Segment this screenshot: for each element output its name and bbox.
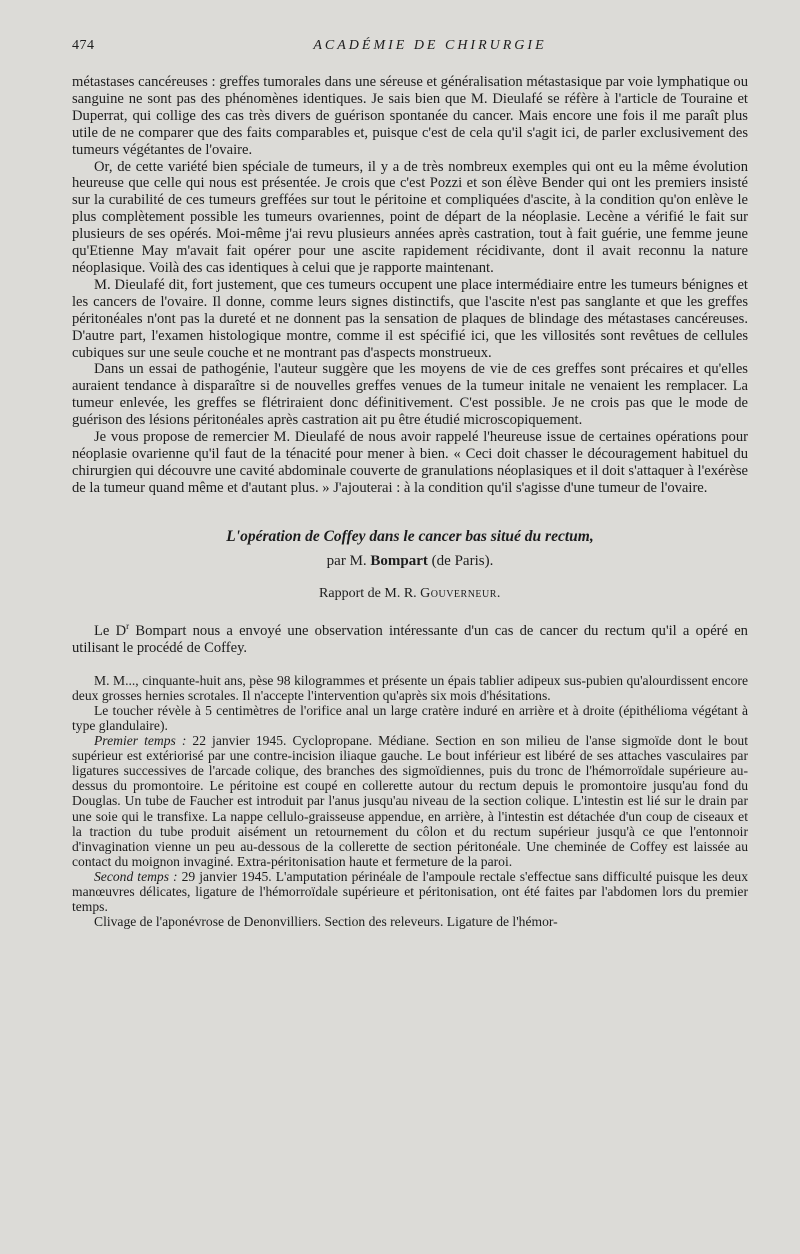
paragraph: métastases cancéreuses : greffes tumorales dans une séreuse et généralisation métastasique par voie lymphatique ou sanguine ne sont pas des phénomènes identiques. Je sais bien que M. Dieulafé se réfère à l'article de Touraine et Duperrat, qui collige des cas très divers de guérison spontanée du cancer. Mais encore une fois il me paraît plus utile de ne comparer que des faits comparables et, puisque c'est de cela qu'il s'agit ici, de parler exclusivement des tumeurs végétantes de l'ovaire. [72,74,748,158]
article-intro [72,620,748,657]
intro-start: Le D [94,622,127,639]
article-title: L'opération de Coffey dans le cancer bas situé du rectum, [226,527,594,545]
paragraph: Dans un essai de pathogénie, l'auteur suggère que les moyens de vie de ces greffes sont précaires et qu'elles auraient tendance à disparaître si de nouvelles greffes venues de la tumeur initale ne venaient les remplacer. La tumeur enlevée, les greffes se flétriraient donc définitivement. C'est possible. Je ne crois pas que le mode de guérison des lésions péritonéales après castration ait pu être étudié microscopiquement. [72,361,748,429]
running-head: ACADÉMIE DE CHIRURGIE [313,38,547,53]
step-label: Second temps : [94,868,178,884]
paragraph: M. Dieulafé dit, fort justement, que ces tumeurs occupent une place intermédiaire entre les tumeurs bénignes et les cancers de l'ovaire. Il donne, comme leurs signes distinctifs, que l'ascite n'est pas sanglante et que les greffes péritonéales n'ont pas la dureté et ne donnent pas la sensation de plaques de blindage des métastases cancéreuses. D'autre part, l'examen histologique montre, comme il est spécifié ici, que les villosités sont revêtues de cellules cubiques sur une seule couche et ne montrant pas d'aspects monstrueux. [72,276,748,361]
step-text: 29 janvier 1945. L'amputation périnéale de l'ampoule rectale s'effectue sans difficulté puisque les deux manœuvres délicates, ligature de l'hémorroïdale supérieure et péritonisation, ont été faites par l'abdomen lors du premier temps. [72,868,748,915]
paragraph: Le toucher révèle à 5 centimètres de l'orifice anal un large cratère induré en arrière et à droite (épithélioma végétant à type glandulaire). [72,702,748,733]
byline-prefix: par M. [326,552,367,569]
report-prefix: Rapport de M. R. [319,585,417,601]
paragraph [72,620,748,657]
observation [72,673,748,930]
paragraph: Je vous propose de remercier M. Dieulafé de nous avoir rappelé l'heureuse issue de certaines opérations pour néoplasie ovarienne qu'il faut de la ténacité pour mener à bien. « Ceci doit chasser le découragement habituel du chirurgien qui découvre une cavité abdominale couverte de granulations néoplasiques et il doit s'attaquer à l'exérèse de la tumeur quand même et d'autant plus. » J'ajouterai : à la condition qu'il s'agisse d'une tumeur de l'ovaire. [72,429,748,496]
paragraph: Clivage de l'aponévrose de Denonvilliers. Section des releveurs. Ligature de l'hémor- [94,914,558,930]
page-header [72,38,748,60]
byline [72,551,748,571]
author-name: Bompart [370,552,428,569]
reporter-name: Gouverneur. [420,585,501,601]
paragraph [72,869,748,914]
report-line [72,585,748,603]
step-label: Premier temps : [94,733,187,749]
byline-suffix: (de Paris). [431,552,494,569]
paragraph: Or, de cette variété bien spéciale de tumeurs, il y a de très nombreux exemples qui ont eu la même évolution heureuse que celle qui nous est présentée. Je crois que c'est Pozzi et son élève Bender qui ont les premiers insisté sur la curabilité de ces tumeurs greffées sur tout le péritoine et compliquées d'ascite, à la condition qu'on enlève le plus complètement possible les tumeurs ovariennes, point de départ de la néoplasie. Lecène a vérifié le fait sur plusieurs de ses opérés. Moi-même j'ai revu plusieurs années après castration, tout à fait guérie, une femme jeune qu'Etienne May m'avait fait opérer pour une ascite rapidement récidivante, dont il avait reconnu la nature néoplasique. Voilà des cas identiques à celui que je rapporte maintenant. [72,158,748,276]
paragraph [72,733,748,869]
step-text: 22 janvier 1945. Cyclopropane. Médiane. Section en son milieu de l'anse sigmoïde dont le bout supérieur est extériorisé par une contre-incision iliaque gauche. Le bout inférieur est libéré de ses attaches vasculaires par ligatures successives de l'arcade colique, des branches des sigmoïdiennes, puis du tronc de l'hémorroïdale supérieure au-dessus du promontoire. Le péritoine est coupé en collerette autour du rectum depuis le promontoire jusqu'au fond du Douglas. Un tube de Faucher est introduit par l'anus jusqu'au niveau de la section colique. L'intestin est lié sur le drain par une soie qui le transfixe. La nappe cellulo-graisseuse appendue, en arrière, à l'intestin est détachée d'un coup de ciseaux et la traction du tube produit aisément un retournement du côlon et du rectum supérieur jusqu'à ce que l'entonnoir d'invagination vienne un peu au-dessous de la collerette de section péritonéale. Une cheminée de Coffey est laissée au contact du moignon invaginé. Extra-péritonisation haute et fermeture de la paroi. [72,733,748,869]
previous-article-body [72,74,748,497]
intro-rest: Bompart nous a envoyé une observation intéressante d'un cas de cancer du rectum qu'il a opéré en utilisant le procédé de Coffey. [72,622,748,656]
intro-superscript: r [126,620,130,631]
page-number: 474 [72,38,95,53]
paragraph: M. M..., cinquante-huit ans, pèse 98 kilogrammes et présente un épais tablier adipeux sus-pubien qu'alourdissent encore deux grosses hernies scrotales. Il n'accepte l'intervention qu'après six mois d'hésitations. [72,672,748,703]
